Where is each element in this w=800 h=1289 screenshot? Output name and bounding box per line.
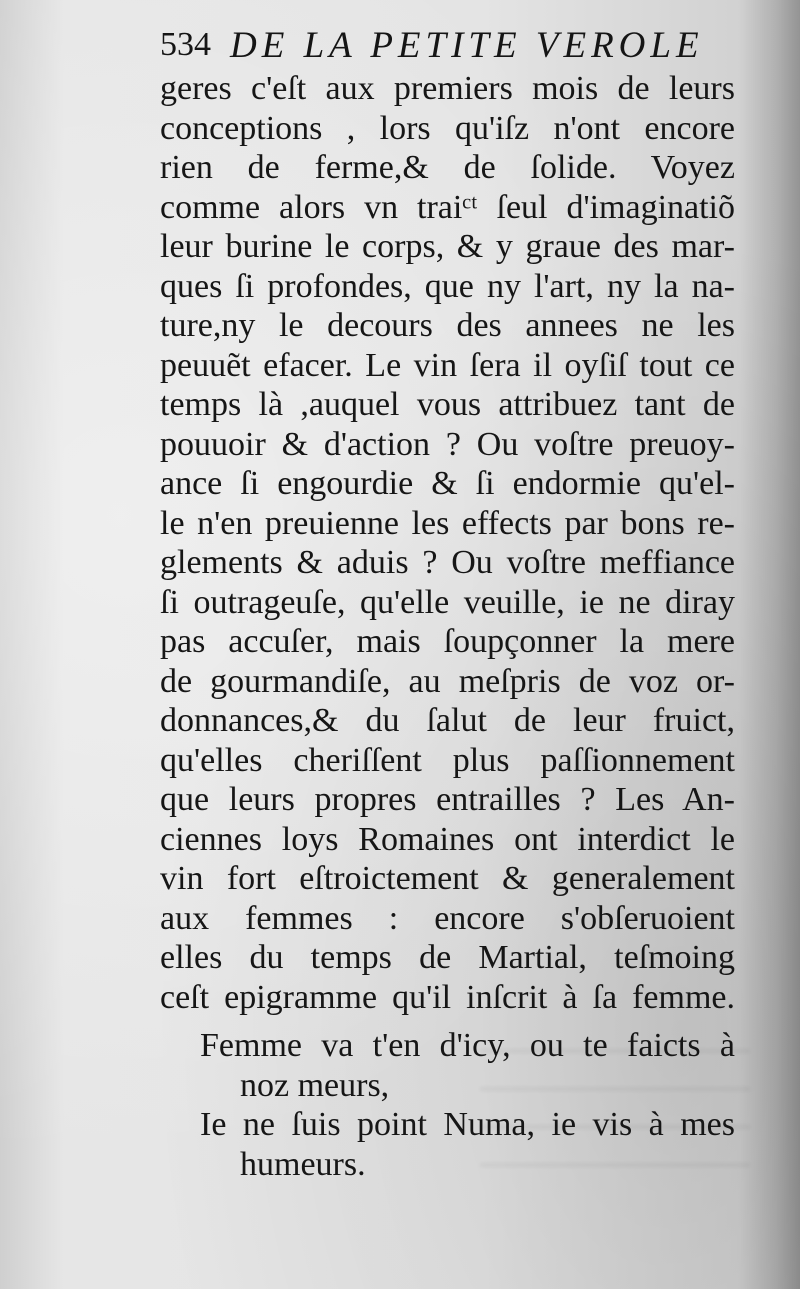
text-line: aux femmes : encore s'obſeruoient [160,899,735,937]
text-line: pas accuſer, mais ſoupçonner la mere [160,623,735,660]
text-line: temps là ,auquel vous attribuez tant de [160,386,735,423]
text-line: comme alors vn traiᶜᵗ ſeul d'imaginatiõ [160,188,735,226]
text-line: ceſt epigramme qu'il inſcrit à ſa femme. [160,978,735,1016]
verse-line: noz meurs, [240,1066,390,1104]
text-line: peuuẽt efacer. Le vin ſera il oyſiſ tout ce [160,346,735,384]
text-line: qu'elles cheriſſent plus paſſionnement [160,741,735,779]
text-line: donnances,& du ſalut de leur fruict, [160,702,735,739]
page-number: 534 [160,26,211,63]
text-line: que leurs propres entrailles ? Les An- [160,781,735,818]
text-line: pouuoir & d'action ? Ou voſtre preuoy- [160,425,735,463]
text-line: rien de ferme,& de ſolide. Voyez [160,149,735,186]
paragraph-text [160,69,735,1017]
verse-line: Femme va t'en d'icy, ou te faicts à [200,1027,735,1064]
text-line: elles du temps de Martial, teſmoing [160,939,735,976]
text-line: ques ſi profondes, que ny l'art, ny la na- [160,267,735,305]
text-line: glements & aduis ? Ou voſtre meffiance [160,544,735,581]
text-line: de gourmandiſe, au meſpris de voz or- [160,662,735,700]
text-line: geres c'eſt aux premiers mois de leurs [160,70,735,107]
text-line: vin fort eſtroictement & generalement [160,860,735,897]
text-line: ture,ny le decours des annees ne les [160,307,735,344]
text-line: leur burine le corps, & y graue des mar- [160,228,735,265]
text-line: ance ſi engourdie & ſi endormie qu'el- [160,465,735,502]
epigram-verse [160,1026,735,1184]
text-line: ſi outrageuſe, qu'elle veuille, ie ne diray [160,583,735,621]
page-header [160,22,720,72]
text-line: ciennes loys Romaines ont interdict le [160,820,735,858]
verse-line: humeurs. [240,1145,366,1183]
text-line: conceptions , lors qu'iſz n'ont encore [160,109,735,147]
running-title: DE LA PETITE VEROLE [230,25,704,66]
text-line: le n'en preuienne les effects par bons re- [160,504,735,542]
verse-line: Ie ne ſuis point Numa, ie vis à mes [200,1106,735,1143]
